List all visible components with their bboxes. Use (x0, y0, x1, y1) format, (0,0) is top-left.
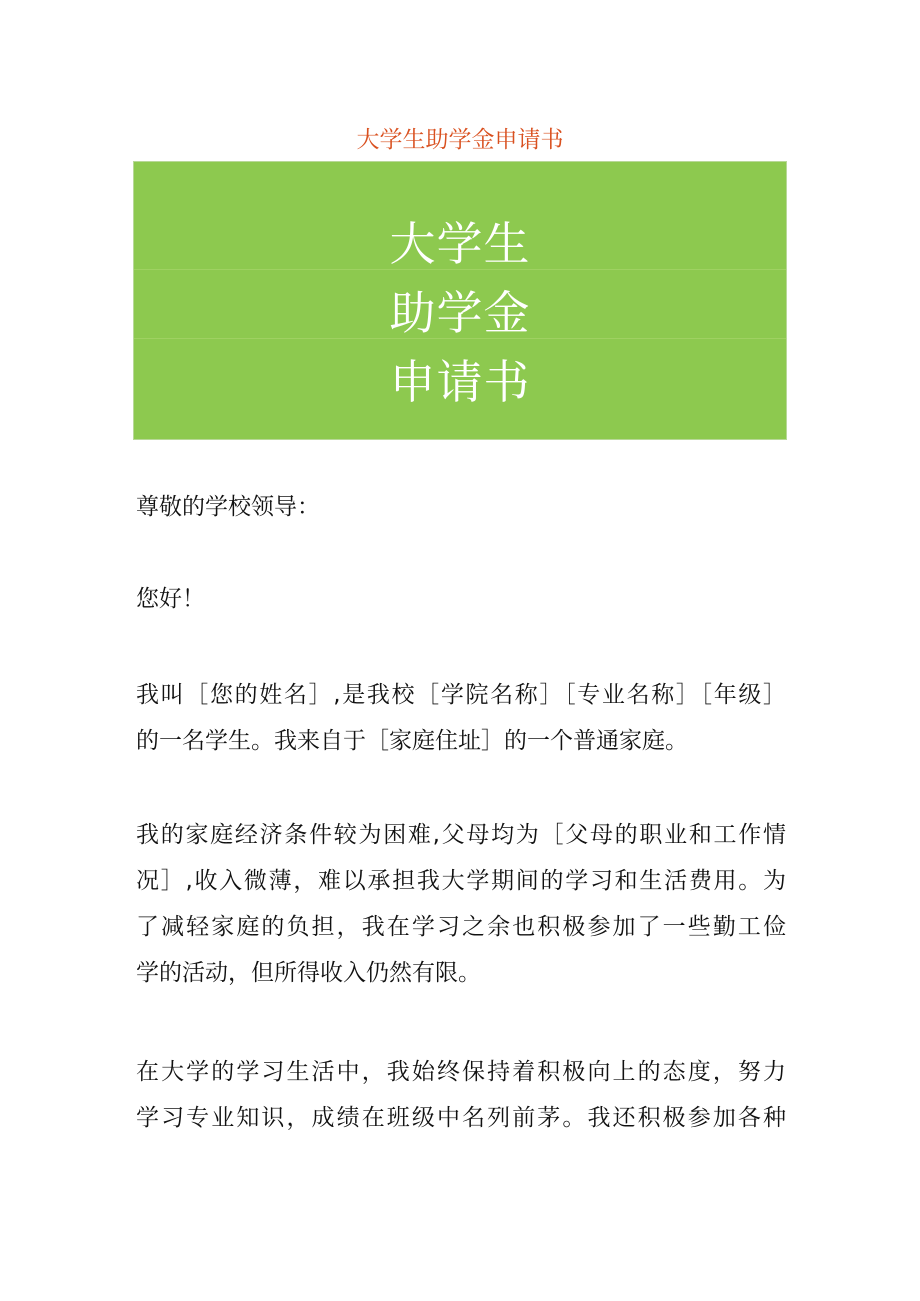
paragraph-line: 况］,收入微薄，难以承担我大学期间的学习和生活费用。为 (136, 868, 786, 894)
paragraph-line: 了减轻家庭的负担，我在学习之余也积极参加了一些勤工俭 (136, 914, 786, 940)
banner-line-2: 助学金 (389, 286, 531, 340)
paragraph-line: 我叫［您的姓名］,是我校［学院名称］［专业名称］［年级］ (136, 682, 786, 708)
paragraph-line: 的一名学生。我来自于［家庭住址］的一个普通家庭。 (136, 728, 688, 754)
paragraph-line: 在大学的学习生活中，我始终保持着积极向上的态度，努力 (136, 1059, 786, 1085)
salutation-paragraph (136, 576, 786, 622)
salutation-text: 您好！ (136, 586, 205, 612)
greeting-paragraph (136, 484, 786, 530)
family-paragraph (136, 812, 786, 996)
title-banner (133, 161, 787, 440)
page-title: 大学生助学金申请书 (356, 127, 564, 153)
study-paragraph (136, 1049, 786, 1141)
banner-line-1: 大学生 (389, 217, 531, 271)
banner-line-3: 申请书 (389, 355, 531, 409)
intro-paragraph (136, 672, 786, 764)
paragraph-line: 学习专业知识，成绩在班级中名列前茅。我还积极参加各种 (136, 1105, 786, 1131)
greeting-text: 尊敬的学校领导： (136, 494, 320, 520)
paragraph-line: 我的家庭经济条件较为困难,父母均为［父母的职业和工作情 (136, 822, 786, 848)
paragraph-line: 学的活动，但所得收入仍然有限。 (136, 960, 481, 986)
